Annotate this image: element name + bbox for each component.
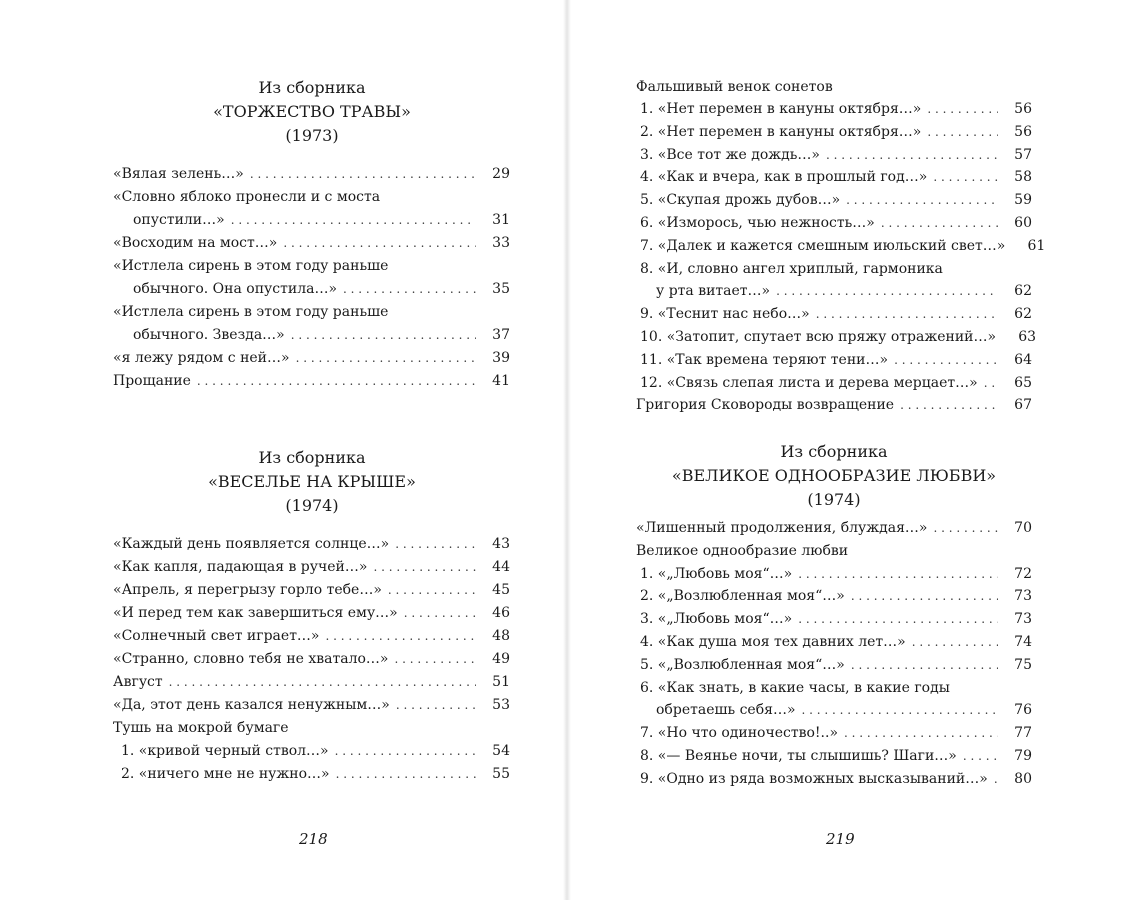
heading-line: (1974) <box>807 490 861 509</box>
toc-entry-page: 61 <box>1027 237 1046 254</box>
toc-entry-page: 57 <box>1014 146 1032 163</box>
toc-entry-title: 2. «„Возлюбленная моя“…» <box>640 588 845 605</box>
toc-entry <box>640 768 1032 790</box>
dot-leader <box>169 671 476 693</box>
book-fold <box>563 0 571 900</box>
left-page-number: 218 <box>299 830 328 848</box>
toc-entry-title: «Восходим на мост…» <box>113 235 278 251</box>
toc-entry <box>113 347 510 369</box>
toc-entry <box>640 585 1032 607</box>
dot-leader <box>798 608 998 630</box>
toc-entry-title: «Каждый день появляется солнце…» <box>113 536 390 552</box>
dot-leader <box>816 303 998 325</box>
toc-entry: Великое однообразие любви <box>636 542 849 559</box>
toc-entry-title: 9. «Одно из ряда возможных высказываний…» <box>640 770 988 787</box>
right-page-number: 219 <box>826 830 855 848</box>
toc-entry-page: 56 <box>1014 123 1032 140</box>
toc-entry <box>640 372 1032 394</box>
toc-entry-page: 80 <box>1014 770 1032 787</box>
toc-entry-page: 73 <box>1014 611 1032 628</box>
toc-entry-page: 79 <box>1014 748 1032 764</box>
toc-entry-title: «Солнечный свет играет…» <box>113 628 320 644</box>
dot-leader <box>844 722 998 744</box>
toc-entry <box>113 602 510 624</box>
dot-leader <box>802 699 998 721</box>
toc-entry <box>636 517 1032 539</box>
toc-entry-title: 5. «„Возлюбленная моя“…» <box>640 656 845 673</box>
dot-leader <box>934 517 999 539</box>
dot-leader <box>231 209 476 231</box>
toc-entry-page: 49 <box>492 651 510 667</box>
toc-entry <box>133 324 510 346</box>
toc-entry-page: 43 <box>492 536 510 552</box>
toc-entry-page: 31 <box>492 212 510 228</box>
toc-entry-page: 72 <box>1014 565 1032 582</box>
toc-entry-title: 1. «кривой черный ствол…» <box>121 743 329 759</box>
toc-entry-page: 59 <box>1014 192 1032 209</box>
toc-entry: Тушь на мокрой бумаге <box>113 720 289 736</box>
toc-entry-title: 12. «Связь слепая листа и дерева мерцает…» <box>640 374 978 391</box>
toc-entry-page: 54 <box>492 743 510 759</box>
dot-leader <box>283 232 476 254</box>
toc-entry-page: 37 <box>492 327 510 343</box>
toc-entry-page: 58 <box>1014 169 1032 186</box>
toc-entry <box>640 303 1032 325</box>
dot-leader <box>396 694 476 716</box>
toc-entry-page: 62 <box>1014 306 1032 323</box>
toc-entry <box>640 144 1032 166</box>
toc-entry-page: 48 <box>492 628 510 644</box>
dot-leader <box>291 324 476 346</box>
toc-entry-title: 8. «— Веянье ночи, ты слышишь? Шаги…» <box>640 748 957 764</box>
dot-leader <box>395 648 477 670</box>
dot-leader <box>388 579 476 601</box>
toc-entry-page: 76 <box>1014 702 1032 719</box>
toc-entry-title: 11. «Так времена теряют тени…» <box>640 351 889 368</box>
toc-entry-title: 3. «Все тот же дождь…» <box>640 146 820 163</box>
toc-entry <box>640 326 1037 348</box>
left-section1-heading <box>112 76 512 148</box>
toc-entry-title: 7. «Но что одиночество!..» <box>640 725 839 742</box>
toc-entry <box>640 349 1032 371</box>
heading-line: «ВЕСЕЛЬЕ НА КРЫШЕ» <box>208 472 416 491</box>
toc-entry <box>640 745 1032 767</box>
toc-entry-title: «я лежу рядом с ней…» <box>113 350 290 366</box>
dot-leader <box>776 280 998 302</box>
toc-entry-title: «Как капля, падающая в ручей…» <box>113 559 368 575</box>
dot-leader <box>994 768 998 790</box>
dot-leader <box>395 533 476 555</box>
toc-entry-title: обычного. Она опустила…» <box>133 281 338 297</box>
toc-entry-title: 5. «Скупая дрожь дубов…» <box>640 192 841 209</box>
toc-entry-page: 35 <box>492 281 510 297</box>
toc-entry <box>640 563 1032 585</box>
toc-entry <box>656 280 1032 302</box>
toc-entry-page: 41 <box>492 373 510 389</box>
toc-entry-page: 74 <box>1014 634 1032 650</box>
dot-leader <box>881 212 998 234</box>
toc-entry-title: «И перед тем как завершиться ему…» <box>113 605 398 621</box>
toc-entry <box>640 212 1032 234</box>
toc-entry-page: 44 <box>492 559 510 575</box>
toc-entry-page: 33 <box>492 235 510 251</box>
dot-leader <box>296 347 476 369</box>
toc-entry-page: 62 <box>1014 283 1032 300</box>
toc-entry-title: «Вялая зелень…» <box>113 166 244 182</box>
toc-entry: «Истлела сирень в этом году раньше <box>113 258 389 274</box>
toc-entry <box>113 533 510 555</box>
dot-leader <box>927 121 998 143</box>
dot-leader <box>851 654 998 676</box>
dot-leader <box>373 556 476 578</box>
heading-line: Из сборника <box>258 78 366 97</box>
toc-entry-title: обычного. Звезда…» <box>133 327 285 343</box>
toc-entry <box>656 699 1032 721</box>
toc-entry-page: 64 <box>1014 351 1032 368</box>
heading-line: (1974) <box>285 496 339 515</box>
toc-entry-page: 39 <box>492 350 510 366</box>
toc-entry <box>640 189 1032 211</box>
toc-entry-title: «Апрель, я перегрызу горло тебе…» <box>113 582 382 598</box>
toc-entry-page: 77 <box>1014 725 1032 742</box>
toc-entry-page: 60 <box>1014 215 1032 231</box>
toc-entry-title: «Лишенный продолжения, блуждая…» <box>636 520 928 536</box>
toc-entry <box>113 232 510 254</box>
toc-entry-title: Август <box>113 674 163 690</box>
toc-entry <box>640 235 1046 257</box>
toc-entry-page: 73 <box>1014 588 1032 605</box>
dot-leader <box>335 740 476 762</box>
toc-entry-title: «Странно, словно тебя не хватало…» <box>113 651 389 667</box>
toc-entry <box>121 740 510 762</box>
toc-entry: «Истлела сирень в этом году раньше <box>113 304 389 320</box>
toc-entry <box>133 209 510 231</box>
dot-leader <box>404 602 476 624</box>
toc-entry-title: 10. «Затопит, спутает всю пряжу отражений…» <box>640 329 997 345</box>
toc-entry-title: 2. «Нет перемен в кануны октября…» <box>640 123 922 140</box>
dot-leader <box>326 625 477 647</box>
toc-entry <box>113 648 510 670</box>
dot-leader <box>933 166 998 188</box>
toc-entry-page: 65 <box>1014 374 1032 391</box>
dot-leader <box>984 372 998 394</box>
toc-entry-page: 67 <box>1014 397 1032 414</box>
toc-entry <box>636 394 1032 416</box>
toc-entry <box>133 278 510 300</box>
dot-leader <box>900 394 998 416</box>
toc-entry-page: 45 <box>492 582 510 598</box>
toc-entry-title: 3. «„Любовь моя“…» <box>640 611 793 628</box>
toc-entry <box>113 556 510 578</box>
right-section1-header: Фальшивый венок сонетов <box>636 79 833 95</box>
toc-entry-page: 70 <box>1014 520 1032 536</box>
right-section2-heading <box>636 440 1032 512</box>
dot-leader <box>851 585 998 607</box>
toc-entry-page: 53 <box>492 697 510 713</box>
toc-entry-title: Григория Сковороды возвращение <box>636 397 895 414</box>
toc-entry <box>640 166 1032 188</box>
toc-entry-page: 51 <box>492 674 510 690</box>
dot-leader <box>343 278 476 300</box>
toc-entry-title: Прощание <box>113 373 191 389</box>
toc-entry <box>640 608 1032 630</box>
toc-entry-title: 6. «Изморось, чью нежность…» <box>640 215 875 231</box>
toc-entry-title: 1. «Нет перемен в кануны октября…» <box>640 101 922 117</box>
toc-entry: 6. «Как знать, в какие часы, в какие годы <box>640 679 950 696</box>
toc-entry: «Словно яблоко пронесли и с моста <box>113 189 381 205</box>
heading-line: «ТОРЖЕСТВО ТРАВЫ» <box>213 102 411 121</box>
dot-leader <box>846 189 998 211</box>
dot-leader <box>197 370 476 392</box>
toc-entry-title: опустили…» <box>133 212 225 228</box>
dot-leader <box>927 98 998 120</box>
toc-entry <box>113 694 510 716</box>
toc-entry-title: 2. «ничего мне не нужно…» <box>121 766 330 782</box>
heading-line: (1973) <box>285 126 339 145</box>
dot-leader <box>826 144 998 166</box>
toc-entry-title: у рта витает…» <box>656 283 771 300</box>
dot-leader <box>798 563 998 585</box>
toc-entry-page: 55 <box>492 766 510 782</box>
toc-entry <box>113 671 510 693</box>
toc-entry: 8. «И, словно ангел хриплый, гармоника <box>640 260 943 277</box>
heading-line: Из сборника <box>258 448 366 467</box>
toc-entry-title: 9. «Теснит нас небо…» <box>640 306 810 323</box>
toc-entry <box>121 763 510 785</box>
toc-entry-title: «Да, этот день казался ненужным…» <box>113 697 390 713</box>
toc-entry-title: 1. «„Любовь моя“…» <box>640 565 793 582</box>
toc-entry-title: 4. «Как и вчера, как в прошлый год…» <box>640 169 928 186</box>
dot-leader <box>336 763 476 785</box>
toc-entry-page: 56 <box>1014 101 1032 117</box>
toc-entry-page: 29 <box>492 166 510 182</box>
toc-entry-title: 7. «Далек и кажется смешным июльский свет…» <box>640 237 1006 254</box>
toc-entry <box>640 654 1032 676</box>
dot-leader <box>250 163 476 185</box>
toc-entry <box>640 98 1032 120</box>
toc-entry <box>113 579 510 601</box>
toc-entry <box>640 631 1032 653</box>
dot-leader <box>894 349 998 371</box>
left-section2-heading <box>112 446 512 518</box>
toc-entry-title: 4. «Как душа моя тех давних лет…» <box>640 634 906 650</box>
heading-line: «ВЕЛИКОЕ ОДНООБРАЗИЕ ЛЮБВИ» <box>671 466 997 485</box>
toc-entry <box>640 722 1032 744</box>
toc-entry <box>113 163 510 185</box>
toc-entry <box>113 370 510 392</box>
toc-entry-page: 46 <box>492 605 510 621</box>
toc-entry <box>640 121 1032 143</box>
dot-leader <box>963 745 998 767</box>
toc-entry-page: 63 <box>1018 329 1037 345</box>
toc-entry <box>113 625 510 647</box>
dot-leader <box>912 631 998 653</box>
heading-line: Из сборника <box>780 442 888 461</box>
toc-entry-title: обретаешь себя…» <box>656 702 796 719</box>
toc-entry-page: 75 <box>1014 656 1032 673</box>
